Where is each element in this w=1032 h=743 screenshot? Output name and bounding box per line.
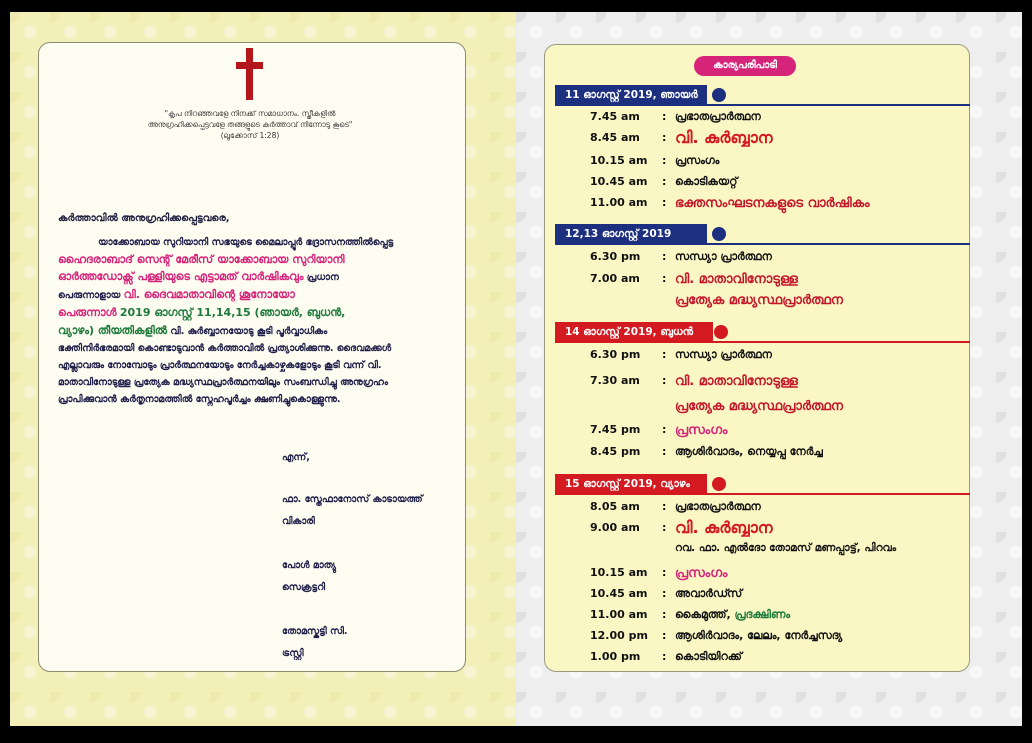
- item-time: 9.00 am: [590, 521, 640, 534]
- schedule-item: 7.45 pm : പ്രസംഗം: [590, 423, 728, 438]
- schedule-item: 11.00 am : കൈമുത്ത്, പ്രദക്ഷിണം: [590, 608, 791, 621]
- feast-name: പെരുന്നാൾ: [58, 306, 117, 319]
- item-time: 8.45 pm: [590, 445, 641, 458]
- item-time: 11.00 am: [590, 196, 648, 209]
- schedule-item: 6.30 pm : സന്ധ്യാ പ്രാർത്ഥന: [590, 250, 772, 263]
- signatory-title: സെക്രട്ടറി: [282, 582, 326, 593]
- item-time: 6.30 pm: [590, 250, 641, 263]
- letter-greeting: കർത്താവിൽ അനുഗ്രഹിക്കപ്പെട്ടവരെ,: [58, 213, 230, 224]
- item-event: വി. മാതാവിനോടുള്ള: [675, 272, 798, 287]
- schedule-item: 9.00 am : വി. കുർബ്ബാന: [590, 518, 773, 537]
- item-time: 1.00 pm: [590, 650, 641, 663]
- divider-line: [555, 493, 970, 495]
- signatory-title: ട്രസ്റ്റി: [282, 648, 304, 659]
- divider-line: [555, 104, 970, 106]
- item-event: പ്രസംഗം: [675, 154, 720, 167]
- schedule-item: 8.45 pm : ആശിർവാദം, നെയ്യപ്പ നേർച്ച: [590, 445, 823, 458]
- signatory-name: തോമസ്കുട്ടി സി.: [282, 626, 348, 637]
- feast-dates: 2019 ഓഗസ്റ്റ് 11,14,15 (ഞായർ, ബുധൻ,: [119, 306, 346, 319]
- date-header: 15 ഓഗസ്റ്റ് 2019, വ്യാഴം: [555, 474, 707, 494]
- date-header: 14 ഓഗസ്റ്റ് 2019, ബുധൻ: [555, 322, 713, 342]
- divider-line: [555, 243, 970, 245]
- letter-line: പ്രാപിക്കുവാൻ കർതൃനാമത്തിൽ സ്നേഹപൂർച്ചം ക്ഷണിച്ചുകൊള്ളുന്നു.: [58, 394, 341, 405]
- item-time: 10.45 am: [590, 175, 648, 188]
- item-event: സന്ധ്യാ പ്രാർത്ഥന: [675, 348, 772, 361]
- item-event: പ്രസംഗം: [675, 566, 728, 581]
- celebrant-name: റവ. ഫാ. എൽദോ തോമസ് മണപ്പാട്ട്, പിറവം: [675, 542, 897, 554]
- date-header: 12,13 ഓഗസ്റ്റ് 2019: [555, 224, 707, 244]
- item-event: കൈമുത്ത്,: [675, 608, 731, 621]
- signatory-title: വികാരി: [282, 516, 315, 527]
- item-event: പ്രഭാതപ്രാർത്ഥന: [675, 500, 761, 513]
- item-time: 7.45 pm: [590, 423, 641, 436]
- schedule-item: 6.30 pm : സന്ധ്യാ പ്രാർത്ഥന: [590, 348, 772, 361]
- item-event: ഭക്തസംഘടനകളുടെ വാർഷികം: [675, 196, 870, 211]
- schedule-item: 7.45 am : പ്രഭാതപ്രാർത്ഥന: [590, 110, 761, 123]
- feast-name: വി. ദൈവമാതാവിന്റെ ശൂനോയോ: [123, 288, 295, 301]
- item-time: 12.00 pm: [590, 629, 648, 642]
- letter-text: പെരുന്നാളായ: [58, 290, 121, 301]
- letter-line: ഹൈദരാബാദ് സെന്റ് മേരീസ് യാക്കോബായ സുറിയാനി: [58, 253, 345, 266]
- bible-verse: [100, 108, 400, 141]
- signatory-name: പോൾ മാത്യു: [282, 560, 336, 571]
- letter-line: യാക്കോബായ സുറിയാനി സഭയുടെ മൈലാപ്പൂർ ഭദ്രാസനത്തിൽപ്പെട്ട: [98, 237, 394, 248]
- date-header: 11 ഓഗസ്റ്റ് 2019, ഞായർ: [555, 85, 707, 105]
- item-event: ആശിർവാദം, ലേലം, നേർച്ചസദ്യ: [675, 629, 843, 642]
- letter-body: [58, 234, 453, 408]
- schedule-item-continued: [590, 542, 960, 562]
- item-time: 8.45 am: [590, 131, 640, 144]
- signoff: എന്ന്,: [282, 452, 310, 463]
- item-time: 10.15 am: [590, 566, 648, 579]
- item-time: 10.45 am: [590, 587, 648, 600]
- verse-reference: (ലൂക്കോസ് 1:28): [220, 131, 280, 140]
- schedule-item: 8.05 am : പ്രഭാതപ്രാർത്ഥന: [590, 500, 761, 513]
- item-time: 8.05 am: [590, 500, 640, 513]
- item-event: പ്രഭാതപ്രാർത്ഥന: [675, 110, 761, 123]
- bullet-dot: [712, 227, 726, 241]
- item-event: കൊടിയിറക്ക്: [675, 650, 742, 663]
- item-time: 10.15 am: [590, 154, 648, 167]
- item-event: അവാർഡ്സ്: [675, 587, 743, 600]
- verse-line: അനുഗ്രഹിക്കപ്പെട്ടവളേ തങ്ങളുടെ കർത്താവ് നിന്നോടു കൂടെ": [147, 120, 353, 129]
- schedule-heading: കാര്യപരിപാടി: [694, 56, 796, 76]
- item-time: 7.00 am: [590, 272, 640, 285]
- bullet-dot: [712, 477, 726, 491]
- item-event: സന്ധ്യാ പ്രാർത്ഥന: [675, 250, 772, 263]
- item-time: 7.45 am: [590, 110, 640, 123]
- schedule-item: 10.15 am : പ്രസംഗം: [590, 154, 720, 167]
- letter-line: മാതാവിനോടുള്ള പ്രത്യേക മദ്ധ്യസ്ഥപ്രാർത്ഥനയിലും സംബന്ധിച്ചു അനുഗ്രഹം: [58, 377, 388, 388]
- item-event: പ്രസംഗം: [675, 423, 728, 438]
- item-time: 7.30 am: [590, 374, 640, 387]
- item-event: വി. കുർബ്ബാന: [675, 128, 773, 147]
- bullet-dot: [714, 325, 728, 339]
- schedule-item: 1.00 pm : കൊടിയിറക്ക്: [590, 650, 742, 663]
- letter-text: വി. കുർബ്ബാനയോടു കൂടി പൂർവ്വാധികം: [170, 326, 328, 337]
- letter-line: എല്ലാവരും നോമ്പോടും പ്രാർത്ഥനയോടും നേർച്ചകാഴ്ചകളോടും കൂടി വന്ന് വി.: [58, 360, 382, 371]
- schedule-item: 7.00 am : വി. മാതാവിനോടുള്ള: [590, 272, 798, 287]
- schedule-item: 8.45 am : വി. കുർബ്ബാന: [590, 128, 773, 147]
- item-event: ആശിർവാദം, നെയ്യപ്പ നേർച്ച: [675, 445, 823, 458]
- verse-line: "കൃപ നിറഞ്ഞവളേ നിനക്ക് സമാധാനം. സ്ത്രീകളിൽ: [164, 109, 336, 118]
- schedule-item: 7.30 am : വി. മാതാവിനോടുള്ള: [590, 374, 798, 389]
- item-event: കൊടികയറ്റ്: [675, 175, 738, 188]
- schedule-item: 11.00 am : ഭക്തസംഘടനകളുടെ വാർഷികം: [590, 196, 870, 211]
- item-event-highlight: പ്രദക്ഷിണം: [734, 608, 791, 621]
- bullet-dot: [712, 88, 726, 102]
- church-name: ഓർത്തഡോക്സ് പള്ളിയുടെ എട്ടാമത് വാർഷികവും: [58, 270, 304, 283]
- schedule-item: 12.00 pm : ആശിർവാദം, ലേലം, നേർച്ചസദ്യ: [590, 629, 843, 642]
- signatory-name: ഫാ. സ്തേഫാനോസ് കാടായത്ത്: [282, 494, 423, 505]
- item-event: പ്രത്യേക മദ്ധ്യസ്ഥപ്രാർത്ഥന: [675, 399, 843, 414]
- cross-icon: [236, 48, 262, 100]
- letter-line: ഭക്തിനിർഭരമായി കൊണ്ടാടുവാൻ കർത്താവിൽ പ്രത്യാശിക്കുന്നു. ദൈവമക്കൾ: [58, 343, 392, 354]
- schedule-item-continued: [590, 293, 960, 313]
- item-event: വി. മാതാവിനോടുള്ള: [675, 374, 798, 389]
- schedule-item: 10.45 am : കൊടികയറ്റ്: [590, 175, 738, 188]
- item-event: വി. കുർബ്ബാന: [675, 518, 773, 537]
- item-event: പ്രത്യേക മദ്ധ്യസ്ഥപ്രാർത്ഥന: [675, 293, 843, 308]
- letter-text: പ്രധാന: [306, 272, 339, 283]
- schedule-item-continued: [590, 399, 960, 419]
- schedule-item: 10.15 am : പ്രസംഗം: [590, 566, 728, 581]
- divider-line: [555, 341, 970, 343]
- schedule-item: 10.45 am : അവാർഡ്സ്: [590, 587, 743, 600]
- item-time: 6.30 pm: [590, 348, 641, 361]
- feast-dates: വ്യാഴം) തീയതികളിൽ: [58, 324, 167, 337]
- item-time: 11.00 am: [590, 608, 648, 621]
